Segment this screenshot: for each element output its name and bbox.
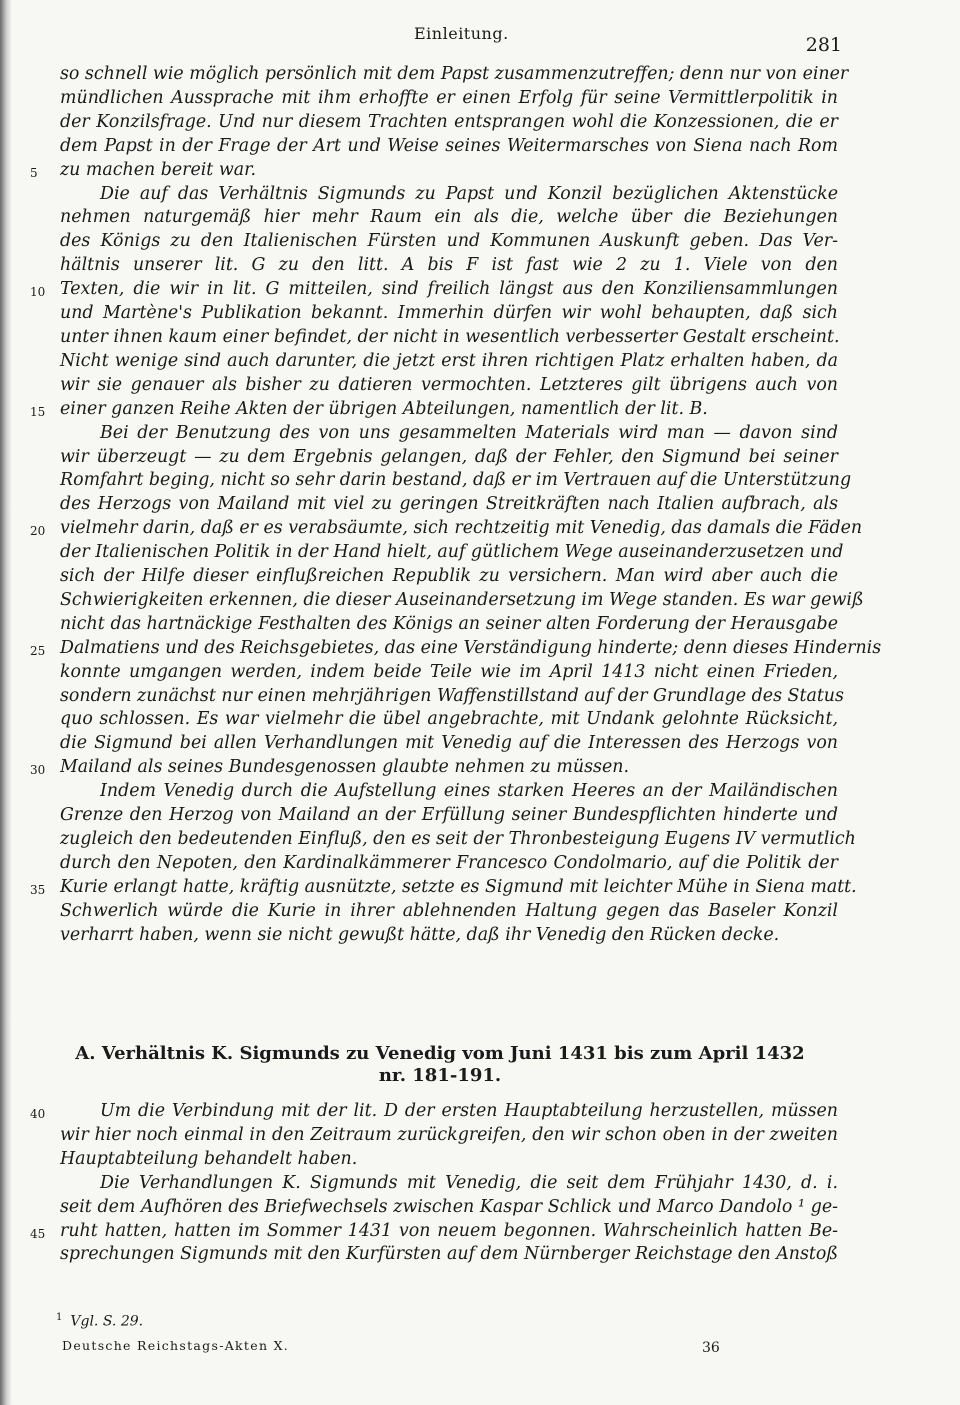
line-text: Romfahrt beging, nicht so sehr darin bestand, daß er im Vertrauen auf die Unterstützung	[60, 470, 852, 491]
line-text: Dalmatiens und des Reichsgebietes, das eine Verständigung hinderte; denn dieses Hindernis	[60, 637, 882, 658]
line-number: 15	[30, 404, 46, 419]
text-line	[60, 541, 844, 565]
line-text: sprechungen Sigmunds mit den Kurfürsten auf dem Nürnberger Reichstage den Anstoß	[60, 1244, 838, 1265]
text-line	[60, 732, 838, 756]
signature-title: Deutsche Reichstags-Akten X.	[62, 1338, 290, 1353]
text-line	[60, 230, 838, 254]
text-line	[60, 302, 838, 326]
line-text: vielmehr darin, daß er es verabsäumte, sich rechtzeitig mit Venedig, das damals die Fäden	[60, 518, 863, 539]
line-text: so schnell wie möglich persönlich mit dem Papst zusammenzutreffen; denn nur von einer	[60, 64, 849, 84]
line-text: der Konzilsfrage. Und nur diesem Trachten entsprangen wohl die Konzessionen, die er	[60, 111, 838, 132]
line-number: 25	[30, 643, 46, 658]
line-text: Grenze den Herzog von Mailand an der Erfüllung seiner Bundespflichten hinderte und	[60, 805, 838, 826]
text-line	[60, 852, 838, 876]
footnote-mark: 1	[56, 1312, 63, 1323]
text-line	[60, 374, 838, 398]
text-line	[60, 685, 844, 709]
text-line	[60, 422, 838, 446]
text-line	[60, 661, 838, 685]
line-text: verharrt haben, wenn sie nicht gewußt hätte, daß ihr Venedig den Rücken decke.	[60, 924, 780, 945]
line-number: 35	[30, 882, 46, 897]
text-line	[60, 828, 856, 852]
text-line	[60, 87, 838, 111]
line-text: zugleich den bedeutenden Einfluß, den es seit der Thronbesteigung Eugens IV vermutlich	[60, 829, 856, 849]
line-number: 45	[30, 1226, 46, 1241]
signature-number: 36	[702, 1340, 720, 1356]
line-text: Um die Verbindung mit der lit. D der ersten Hauptabteilung herzustellen, müssen	[100, 1101, 838, 1121]
line-text: mündlichen Aussprache mit ihm erhoffte er einen Erfolg für seine Vermittlerpolitik in	[60, 87, 838, 108]
text-line	[60, 1124, 838, 1148]
line-text: zu machen bereit war.	[60, 159, 257, 180]
line-number: 5	[30, 165, 38, 180]
line-text: nehmen naturgemäß hier mehr Raum ein als die, welche über die Beziehungen	[60, 207, 838, 228]
line-text: der Italienischen Politik in der Hand hielt, auf gütlichem Wege auseinanderzusetzen und	[60, 542, 844, 563]
text-line	[60, 900, 838, 924]
text-line	[30, 1100, 838, 1124]
line-text: Kurie erlangt hatte, kräftig ausnützte, setzte es Sigmund mit leichter Mühe in Siena matt.	[60, 876, 857, 897]
text-line	[60, 446, 838, 470]
running-head: Einleitung.	[414, 24, 509, 43]
section-body-text-block	[30, 1100, 838, 1267]
line-text: sich der Hilfe dieser einflußreichen Republik zu versichern. Man wird aber auch die	[60, 566, 838, 587]
text-line	[60, 1172, 838, 1196]
text-line	[60, 565, 838, 589]
text-line	[60, 708, 838, 732]
page-number: 281	[805, 34, 842, 56]
text-line	[60, 924, 838, 948]
line-text: seit dem Aufhören des Briefwechsels zwischen Kaspar Schlick und Marco Dandolo ¹ ge-	[60, 1196, 838, 1217]
line-text: dem Papst in der Frage der Art und Weise seines Weitermarsches von Siena nach Rom	[60, 135, 838, 156]
text-line	[60, 469, 852, 493]
line-text: des Herzogs von Mailand mit viel zu geringen Streitkräften nach Italien aufbrach, als	[60, 494, 838, 515]
text-line	[30, 159, 838, 183]
line-text: nicht das hartnäckige Festhalten des Königs an seiner alten Forderung der Herausgabe	[60, 613, 838, 634]
text-line	[60, 326, 838, 350]
text-line	[60, 1243, 838, 1267]
text-line	[30, 278, 838, 302]
section-heading-numbers: nr. 181-191.	[378, 1065, 502, 1086]
line-text: Nicht wenige sind auch darunter, die jetzt erst ihren richtigen Platz erhalten haben, da	[60, 350, 838, 371]
text-line	[30, 756, 838, 780]
line-text: wir hier noch einmal in den Zeitraum zurückgreifen, den wir schon oben in der zweiten	[60, 1124, 838, 1145]
text-line	[60, 1148, 838, 1172]
text-line	[30, 398, 838, 422]
line-text: wir überzeugt — zu dem Ergebnis gelangen, daß der Fehler, den Sigmund bei seiner	[60, 446, 838, 467]
text-line	[60, 780, 838, 804]
body-text-block	[30, 63, 882, 948]
section-heading	[40, 1043, 840, 1087]
line-text: einer ganzen Reihe Akten der übrigen Abteilungen, namentlich der lit. B.	[60, 398, 708, 419]
line-text: des Königs zu den Italienischen Fürsten und Kommunen Auskunft geben. Das Ver-	[60, 231, 838, 252]
line-text: Indem Venedig durch die Aufstellung eines starken Heeres an der Mailändischen	[100, 781, 838, 802]
text-line	[60, 493, 838, 517]
line-text: sondern zunächst nur einen mehrjährigen Waffenstillstand auf der Grundlage des Status	[60, 685, 844, 706]
line-text: quo schlossen. Es war vielmehr die übel angebrachte, mit Undank gelohnte Rücksicht,	[60, 709, 838, 730]
text-line	[30, 1220, 838, 1244]
line-text: unter ihnen kaum einer befindet, der nicht in wesentlich verbesserter Gestalt erscheint.	[60, 326, 840, 347]
text-line	[60, 350, 838, 374]
line-text: konnte umgangen werden, indem beide Teile wie im April 1413 nicht einen Frieden,	[60, 661, 838, 682]
text-line	[30, 517, 863, 541]
line-number: 20	[30, 524, 46, 539]
text-line	[60, 135, 838, 159]
line-text: durch den Nepoten, den Kardinalkämmerer Francesco Condolmario, auf die Politik der	[60, 852, 838, 873]
text-line	[60, 206, 838, 230]
text-line	[60, 589, 864, 613]
line-text: Hauptabteilung behandelt haben.	[60, 1148, 358, 1169]
line-text: Mailand als seines Bundesgenossen glaubte nehmen zu müssen.	[60, 757, 629, 778]
section-heading-title: A. Verhältnis K. Sigmunds zu Venedig vom Juni 1431 bis zum April 1432	[75, 1043, 805, 1064]
text-line	[60, 254, 838, 278]
text-line	[60, 613, 838, 637]
line-text: Texten, die wir in lit. G mitteilen, sind freilich längst aus den Konziliensammlungen	[60, 279, 838, 300]
line-text: ruht hatten, hatten im Sommer 1431 von neuem begonnen. Wahrscheinlich hatten Be-	[60, 1220, 838, 1241]
text-line	[60, 63, 849, 87]
text-line	[60, 183, 838, 207]
line-text: hältnis unserer lit. G zu den litt. A bis F ist fast wie 2 zu 1. Viele von den	[60, 255, 838, 276]
line-text: Schwierigkeiten erkennen, die dieser Auseinandersetzung im Wege standen. Es war gewiß	[60, 589, 864, 610]
line-text: Die auf das Verhältnis Sigmunds zu Papst und Konzil bezüglichen Aktenstücke	[100, 183, 838, 204]
line-text: die Sigmund bei allen Verhandlungen mit Venedig auf die Interessen des Herzogs von	[60, 733, 838, 754]
text-line	[30, 637, 882, 661]
text-line	[60, 804, 838, 828]
line-number: 10	[30, 285, 46, 300]
line-text: Die Verhandlungen K. Sigmunds mit Venedig, die seit dem Frühjahr 1430, d. i.	[100, 1172, 838, 1193]
line-text: Schwerlich würde die Kurie in ihrer ablehnenden Haltung gegen das Baseler Konzil	[60, 900, 838, 921]
footnote	[56, 1312, 143, 1330]
line-number: 30	[30, 763, 46, 778]
binding-shadow	[0, 0, 12, 1405]
line-text: und Martène's Publikation bekannt. Immerhin dürfen wir wohl behaupten, daß sich	[60, 303, 838, 324]
text-line	[30, 876, 857, 900]
text-line	[60, 1196, 838, 1220]
text-line	[60, 111, 838, 135]
line-number: 40	[30, 1107, 46, 1121]
line-text: wir sie genauer als bisher zu datieren vermochten. Letzteres gilt übrigens auch von	[60, 374, 838, 395]
line-text: Bei der Benutzung des von uns gesammelten Materials wird man — davon sind	[100, 422, 838, 443]
footnote-text: Vgl. S. 29.	[70, 1313, 144, 1330]
